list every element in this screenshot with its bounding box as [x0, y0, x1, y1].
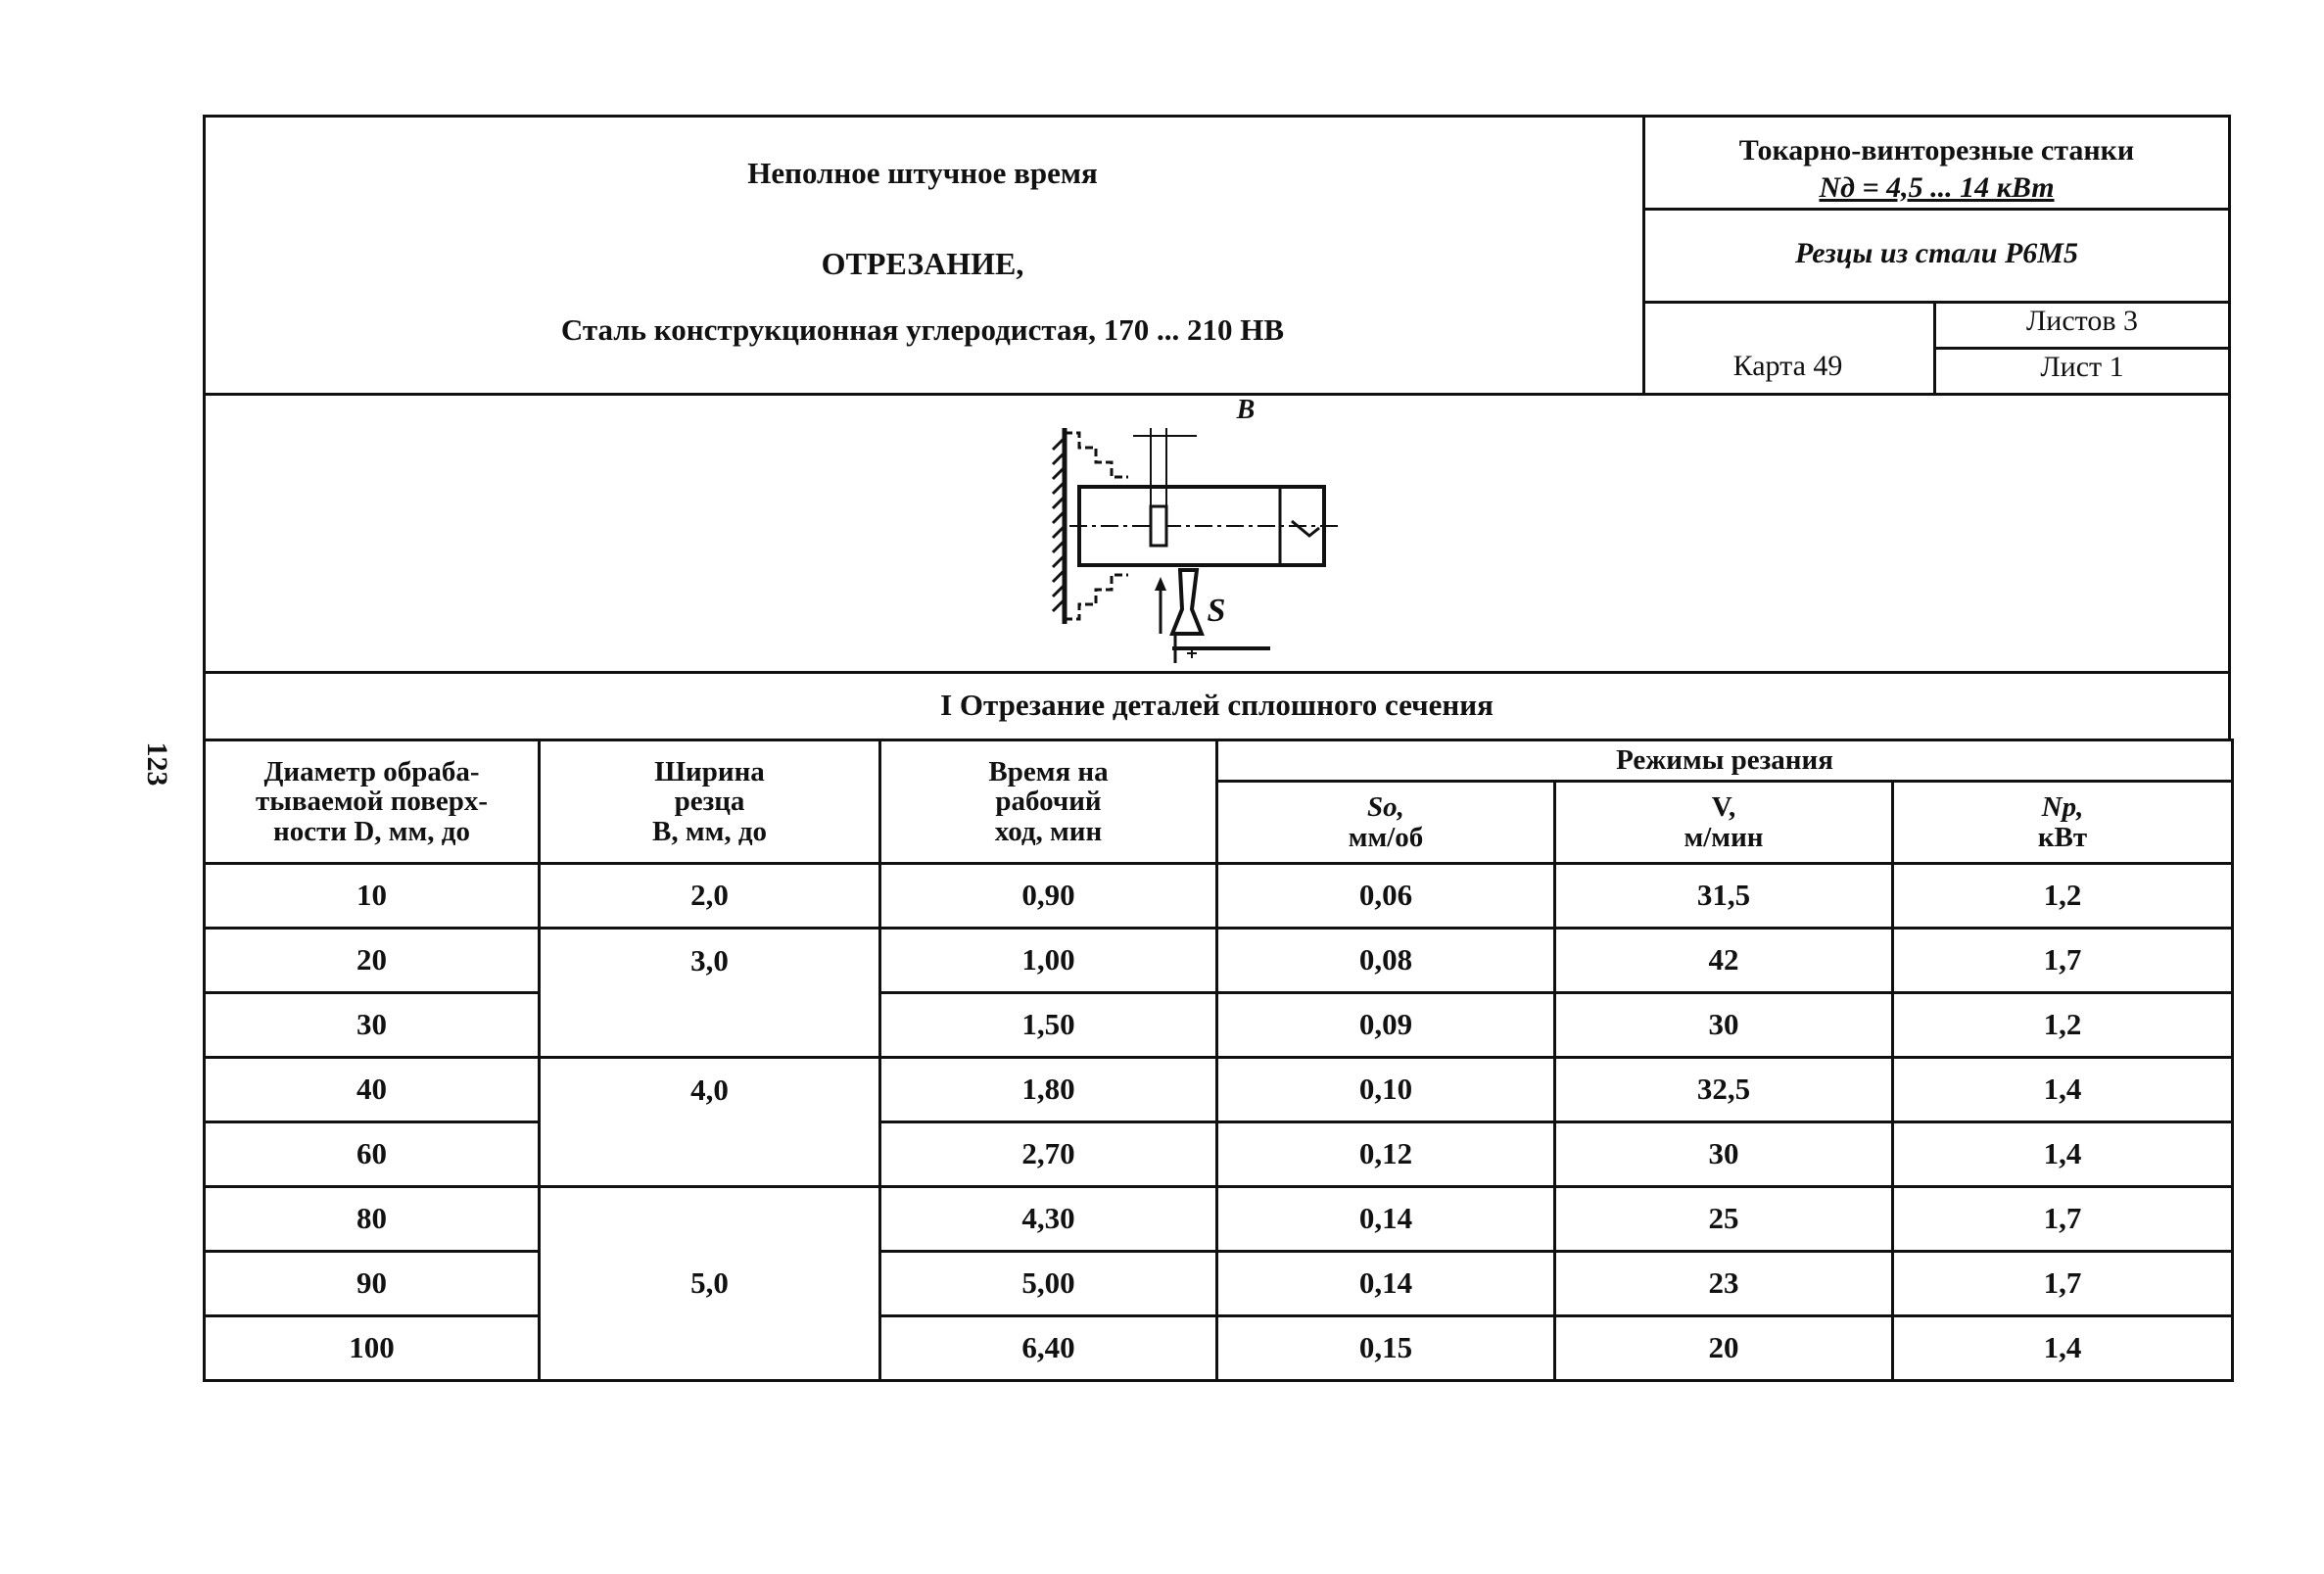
header-line: тываемой поверх-	[255, 786, 489, 818]
table-cell: 1,4	[1893, 1058, 2233, 1122]
width-cell: 3,0	[540, 929, 880, 1058]
cutoff-sketch	[1035, 408, 1368, 673]
header-line: м/мин	[1684, 821, 1764, 853]
table-cell: 90	[205, 1252, 540, 1316]
header-line: Время на	[988, 755, 1109, 787]
header-line: ности D, мм, до	[273, 815, 470, 847]
header-power	[1893, 782, 2233, 864]
table-cell: 23	[1555, 1252, 1893, 1316]
table-cell: 32,5	[1555, 1058, 1893, 1122]
table-cell: 0,90	[880, 864, 1217, 929]
header-modes: Режимы резания	[1217, 740, 2233, 782]
table-cell: 80	[205, 1187, 540, 1252]
table-row	[205, 1252, 2233, 1316]
table-cell: 1,4	[1893, 1316, 2233, 1381]
header-speed	[1555, 782, 1893, 864]
table-cell: 100	[205, 1316, 540, 1381]
machine-power-text: Nд = 4,5 ... 14 кВт	[1819, 171, 2055, 204]
table-cell: 1,2	[1893, 993, 2233, 1058]
table-cell: 30	[205, 993, 540, 1058]
table-cell: 4,30	[880, 1187, 1217, 1252]
material-spec: Сталь конструкционная углеродистая, 170 ... 210 НВ	[560, 312, 1285, 347]
table-row	[205, 1187, 2233, 1252]
table-cell: 0,14	[1217, 1252, 1555, 1316]
cutting-data-table	[203, 739, 2234, 1382]
header-line: Диаметр обраба-	[263, 755, 480, 787]
card-header	[203, 115, 2231, 396]
card-number: Карта 49	[1732, 350, 1843, 382]
header-feed	[1217, 782, 1555, 864]
tool-material: Резцы из стали Р6М5	[1795, 237, 2078, 269]
header-line: мм/об	[1348, 821, 1424, 853]
table-cell: 6,40	[880, 1316, 1217, 1381]
operation-name: ОТРЕЗАНИЕ,	[821, 246, 1024, 281]
header-line: Sо,	[1367, 791, 1404, 824]
table-cell: 31,5	[1555, 864, 1893, 929]
table-row	[205, 1316, 2233, 1381]
table-cell: 5,00	[880, 1252, 1217, 1316]
header-line: Ширина	[654, 755, 765, 787]
machine-power	[1642, 171, 2231, 205]
header-diameter	[205, 740, 540, 864]
header-line: рабочий	[995, 786, 1102, 818]
header-line: резца	[674, 786, 745, 818]
table-row	[205, 864, 2233, 929]
table-cell: 1,2	[1893, 864, 2233, 929]
table-cell: 20	[1555, 1316, 1893, 1381]
width-cell: 4,0	[540, 1058, 880, 1187]
table-cell: 2,70	[880, 1122, 1217, 1187]
machine-type: Токарно-винторезные станки	[1738, 134, 2135, 167]
label-b: B	[1236, 395, 1256, 425]
table-cell: 1,7	[1893, 1187, 2233, 1252]
header-width	[540, 740, 880, 864]
sheets-total: Листов 3	[2025, 305, 2139, 337]
table-cell: 1,7	[1893, 929, 2233, 993]
table-cell: 30	[1555, 993, 1893, 1058]
table-row	[205, 929, 2233, 993]
table-cell: 60	[205, 1122, 540, 1187]
width-cell: 2,0	[540, 864, 880, 929]
table-row	[205, 993, 2233, 1058]
width-cell: 5,0	[540, 1187, 880, 1381]
header-time	[880, 740, 1217, 864]
table-cell: 40	[205, 1058, 540, 1122]
process-card	[203, 115, 2231, 1382]
header-line: V,	[1711, 791, 1736, 824]
table-cell: 0,15	[1217, 1316, 1555, 1381]
section-title: I Отрезание деталей сплошного сечения	[940, 688, 1494, 722]
table-cell: 1,80	[880, 1058, 1217, 1122]
table-row	[205, 1122, 2233, 1187]
table-cell: 20	[205, 929, 540, 993]
table-cell: 1,4	[1893, 1122, 2233, 1187]
table-cell: 10	[205, 864, 540, 929]
header-line: Nр,	[2041, 791, 2084, 824]
table-cell: 30	[1555, 1122, 1893, 1187]
header-line: B, мм, до	[651, 815, 768, 847]
table-cell: 0,09	[1217, 993, 1555, 1058]
table-cell: 1,00	[880, 929, 1217, 993]
table-cell: 0,06	[1217, 864, 1555, 929]
header-line: ход, мин	[994, 815, 1103, 847]
table-cell: 1,7	[1893, 1252, 2233, 1316]
header-line: кВт	[2037, 821, 2088, 853]
card-title: Неполное штучное время	[747, 156, 1098, 190]
table-row	[205, 1058, 2233, 1122]
label-s: S	[1207, 593, 1226, 629]
table-cell: 0,12	[1217, 1122, 1555, 1187]
table-cell: 0,14	[1217, 1187, 1555, 1252]
table-cell: 0,08	[1217, 929, 1555, 993]
page-number: 123	[141, 741, 173, 787]
table-cell: 0,10	[1217, 1058, 1555, 1122]
table-cell: 1,50	[880, 993, 1217, 1058]
table-cell: 25	[1555, 1187, 1893, 1252]
sheet-current: Лист 1	[2040, 351, 2124, 383]
table-cell: 42	[1555, 929, 1893, 993]
